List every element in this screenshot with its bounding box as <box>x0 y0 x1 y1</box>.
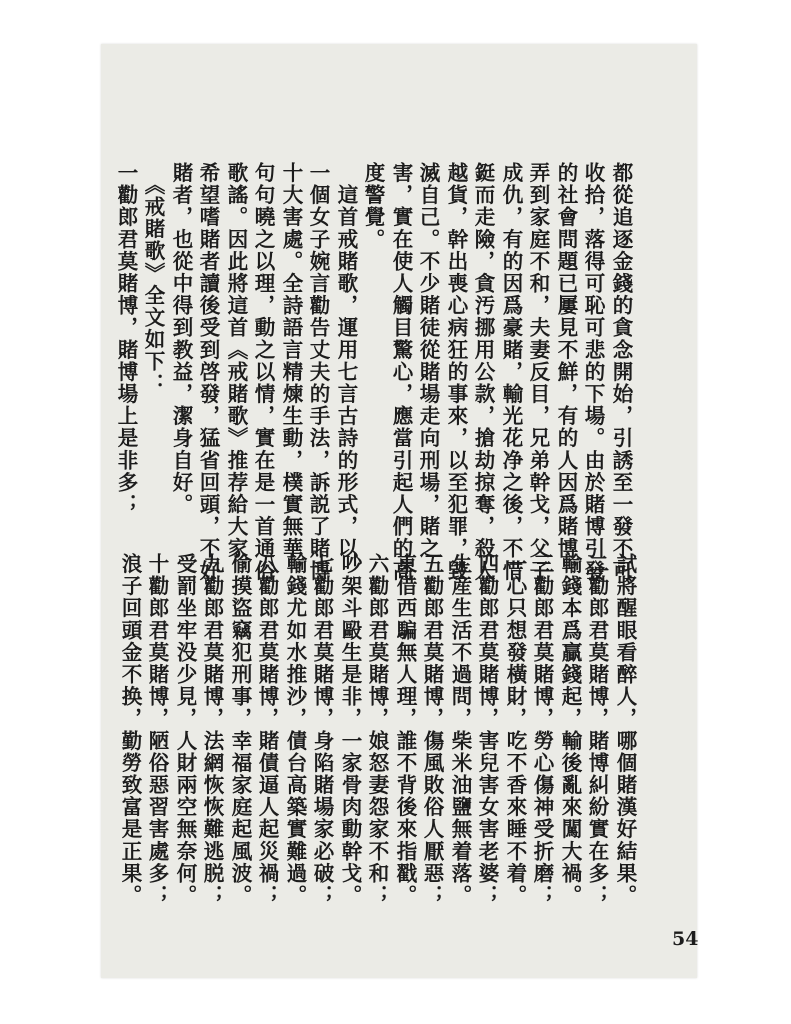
book-page <box>101 44 697 978</box>
text-column-bottom-17: 受罰坐牢没少見，人財兩空無奈何。 <box>173 553 197 907</box>
page-number: 54 <box>672 928 699 950</box>
text-column-top-8: 滅自己。不少賭徒從賭場走向刑場，賭之 <box>416 162 440 560</box>
text-column-top-4: 弄到家庭不和，夫妻反目，兄弟幹戈，父子 <box>526 162 550 582</box>
text-column-top-16: 希望嗜賭者讀後受到啓發，猛省回頭，不好 <box>196 162 220 582</box>
text-column-top-17: 賭者，也從中得到教益，潔身自好。 <box>169 162 193 516</box>
text-column-bottom-18: 十勸郎君莫賭博，陋俗惡習害處多； <box>145 553 169 907</box>
text-column-top-2: 收拾，落得可恥可悲的下場。由於賭博引發 <box>581 162 605 582</box>
text-column-top-5: 成仇，有的因爲豪賭，輸光花净之後，不惜 <box>499 162 523 582</box>
text-column-top-15: 歌謠。因此將這首《戒賭歌》推荐給大家， <box>224 162 248 582</box>
text-column-top-18: 《戒賭歌》全文如下： <box>141 162 165 395</box>
text-column-bottom-9: 東借西騙無人理，誰不背後來指戳。 <box>393 553 417 907</box>
text-column-bottom-16: 九勸郎君莫賭博，法網恢恢難逃脱； <box>200 553 224 907</box>
text-column-bottom-1: 試將醒眼看醉人，哪個賭漢好結果。 <box>613 553 637 907</box>
text-column-top-3: 的社會問題已屢見不鮮，有的人因爲賭博， <box>554 162 578 582</box>
text-column-top-9: 害，實在使人觸目驚心，應當引起人們的高 <box>389 162 413 582</box>
text-column-bottom-8: 五勸郎君莫賭博，傷風敗俗人厭惡； <box>420 553 444 907</box>
text-column-bottom-2: 二勸郎君莫賭博，賭博糾紛實在多； <box>585 553 609 907</box>
text-column-bottom-3: 輸錢本爲贏錢起，輸後亂來闖大禍。 <box>558 553 582 907</box>
text-column-bottom-11: 吵架斗毆生是非，一家骨肉動幹戈。 <box>338 553 362 907</box>
text-column-top-6: 鋌而走險，貪汚挪用公款，搶劫掠奪，殺人 <box>471 162 495 582</box>
text-column-bottom-13: 輸錢尤如水推沙，債台高築實難過。 <box>283 553 307 907</box>
text-column-bottom-14: 八勸郎君莫賭博，賭債逼人起災禍； <box>255 553 279 907</box>
text-column-bottom-6: 四勸郎君莫賭博，害兒害女害老婆； <box>475 553 499 907</box>
text-column-bottom-5: 一心只想發橫財，吃不香來睡不着。 <box>503 553 527 907</box>
text-column-bottom-7: 生産生活不過問，柴米油鹽無着落。 <box>448 553 472 907</box>
text-column-bottom-12: 七勸郎君莫賭博，身陷賭場家必破； <box>310 553 334 907</box>
text-column-top-13: 十大害處。全詩語言精煉生動，樸實無華， <box>279 162 303 582</box>
text-column-top-14: 句句曉之以理，動之以情，實在是一首通俗 <box>251 162 275 582</box>
text-column-bottom-10: 六勸郎君莫賭博，娘怒妻怨家不和； <box>365 553 389 907</box>
text-column-top-1: 都從追逐金錢的貪念開始，引誘至一發不可 <box>609 162 633 582</box>
text-column-bottom-15: 偷摸盜竊犯刑事，幸福家庭起風波。 <box>228 553 252 907</box>
text-column-top-11: 這首戒賭歌，運用七言古詩的形式，以 <box>334 162 358 560</box>
text-column-bottom-19: 浪子回頭金不换，勤勞致富是正果。 <box>118 553 142 907</box>
text-column-bottom-4: 三勸郎君莫賭博，勞心傷神受折磨； <box>530 553 554 907</box>
text-column-top-12: 一個女子婉言勸告丈夫的手法，訴説了賭博 <box>306 162 330 582</box>
text-column-top-19: 一勸郎君莫賭博，賭博場上是非多； <box>114 162 138 516</box>
text-column-top-7: 越貨，幹出喪心病狂的事來，以至犯罪，毀 <box>444 162 468 582</box>
text-column-top-10: 度警覺。 <box>361 162 385 251</box>
